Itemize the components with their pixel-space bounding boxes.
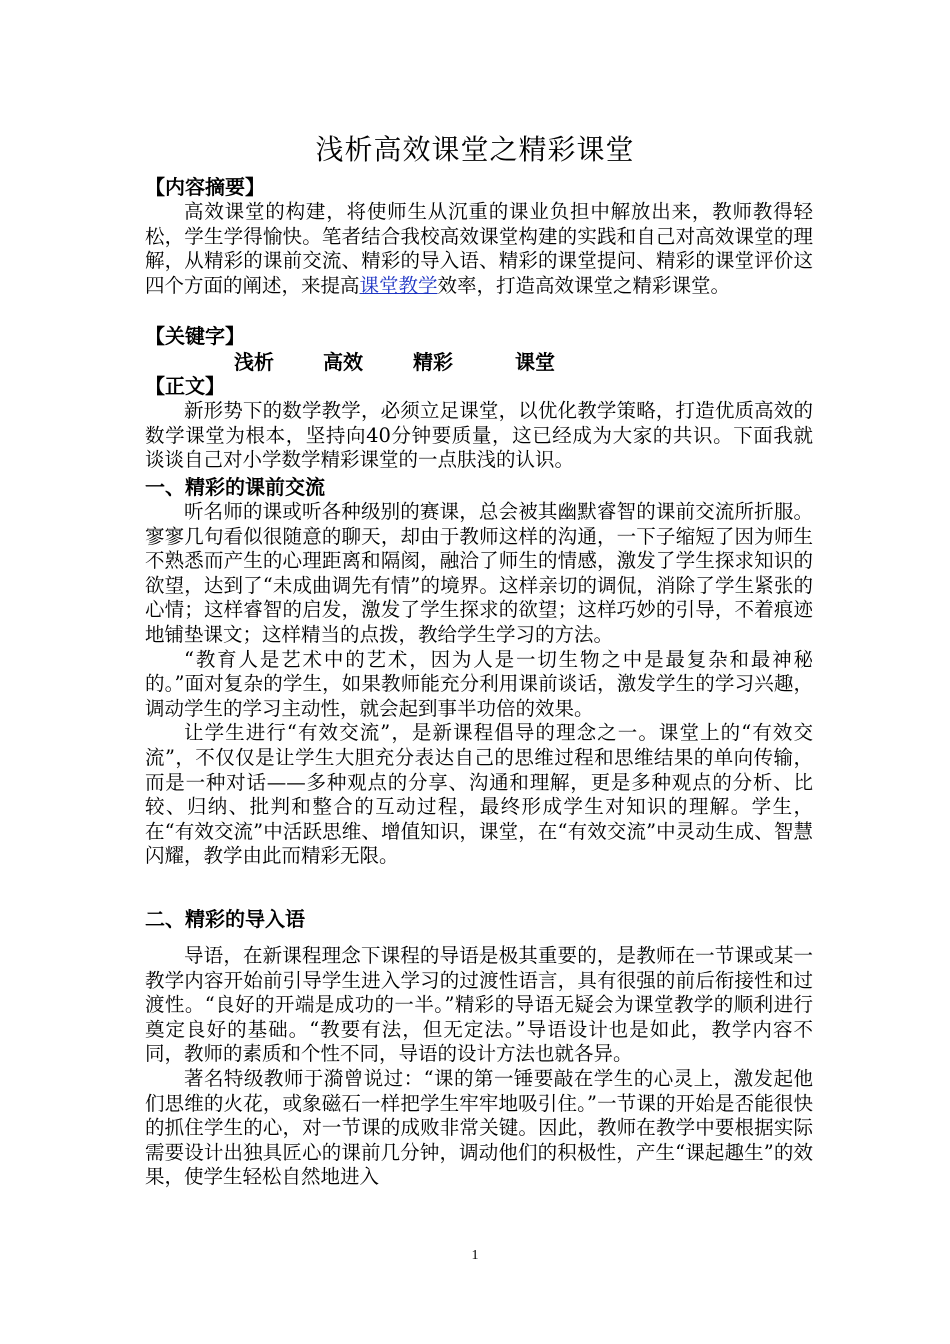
- body-intro-paragraph: 新形势下的数学教学，必须立足课堂，以优化教学策略，打造优质高效的数学课堂为根本，坚持向40分钟要质量，这已经成为大家的共识。下面我就谈谈自己对小学数学精彩课堂的一点肤浅的认识。: [145, 399, 813, 472]
- section-1: [145, 474, 813, 869]
- section-2-spacer: [145, 932, 813, 944]
- section-1-paragraph: “教育人是艺术中的艺术，因为人是一切生物之中是最复杂和最神秘的。”面对复杂的学生，如果教师能充分利用课前谈话，激发学生的学习兴趣，调动学生的学习主动性，就会起到事半功倍的效果。: [145, 647, 813, 720]
- abstract-text: [145, 200, 813, 298]
- section-2-heading: 二、精彩的导入语: [145, 907, 305, 931]
- abstract-label: 【内容摘要】: [145, 175, 265, 199]
- keywords-list: [145, 349, 813, 375]
- section-2-paragraph: 导语，在新课程理念下课程的导语是极其重要的，是教师在一节课或某一教学内容开始前引导学生进入学习的过渡性语言，具有很强的前后衔接性和过渡性。“良好的开端是成功的一半。”精彩的导语无疑会为课堂教学的顺利进行奠定良好的基础。“教要有法，但无定法。”导语设计也是如此，教学内容不同，教师的素质和个性不同，导语的设计方法也就各异。: [145, 944, 813, 1066]
- keyword-item: 高效: [323, 350, 363, 374]
- abstract-text-after-link: 效率，打造高效课堂之精彩课堂。: [437, 273, 731, 297]
- keywords-section: [145, 323, 813, 375]
- section-2: [145, 906, 813, 1190]
- section-2-paragraph: 著名特级教师于漪曾说过：“课的第一锤要敲在学生的心灵上，激发起他们思维的火花，或象磁石一样把学生牢牢地吸引住。”一节课的开始是否能很快的抓住学生的心，对一节课的成败非常关键。因此，教师在教学中要根据实际需要设计出独具匠心的课前几分钟，调动他们的积极性，产生“课起趣生”的效果，使学生轻松自然地进入: [145, 1066, 813, 1189]
- keywords-label: 【关键字】: [145, 324, 245, 348]
- classroom-teaching-link[interactable]: 课堂教学: [359, 273, 438, 297]
- section-1-paragraph: 让学生进行“有效交流”，是新课程倡导的理念之一。课堂上的“有效交流”，不仅仅是让学生大胆充分表达自己的思维过程和思维结果的单向传输，而是一种对话——多种观点的分享、沟通和理解，更是多种观点的分析、比较、归纳、批判和整合的互动过程，最终形成学生对知识的理解。学生，在“有效交流”中活跃思维、增值知识，课堂，在“有效交流”中灵动生成、智慧闪耀，教学由此而精彩无限。: [145, 721, 813, 868]
- section-1-heading: 一、精彩的课前交流: [145, 475, 325, 499]
- document-title: 浅析高效课堂之精彩课堂: [315, 133, 635, 166]
- section-1-paragraph: 听名师的课或听各种级别的赛课，总会被其幽默睿智的课前交流所折服。寥寥几句看似很随意的聊天，却由于教师这样的沟通，一下子缩短了因为师生不熟悉而产生的心理距离和隔阂，融洽了师生的情感，激发了学生探求知识的欲望，达到了“未成曲调先有情”的境界。这样亲切的调侃，消除了学生紧张的心情；这样睿智的启发，激发了学生探求的欲望；这样巧妙的引导，不着痕迹地铺垫课文；这样精当的点拨，教给学生学习的方法。: [145, 500, 813, 646]
- keyword-item: 精彩: [413, 350, 453, 374]
- keyword-item: 浅析: [234, 350, 274, 374]
- body-label: 【正文】: [145, 374, 225, 398]
- keyword-item: 课堂: [515, 350, 555, 374]
- body-section: [145, 373, 813, 473]
- page-number: 1: [471, 1248, 479, 1263]
- abstract-text-before-link: 高效课堂的构建，将使师生从沉重的课业负担中解放出来，教师教得轻松，学生学得愉快。笔者结合我校高效课堂构建的实践和自己对高效课堂的理解，从精彩的课前交流、精彩的导入语、精彩的课堂提问、精彩的课堂评价这四个方面的阐述，来提高: [145, 200, 813, 297]
- abstract-section: [145, 174, 813, 298]
